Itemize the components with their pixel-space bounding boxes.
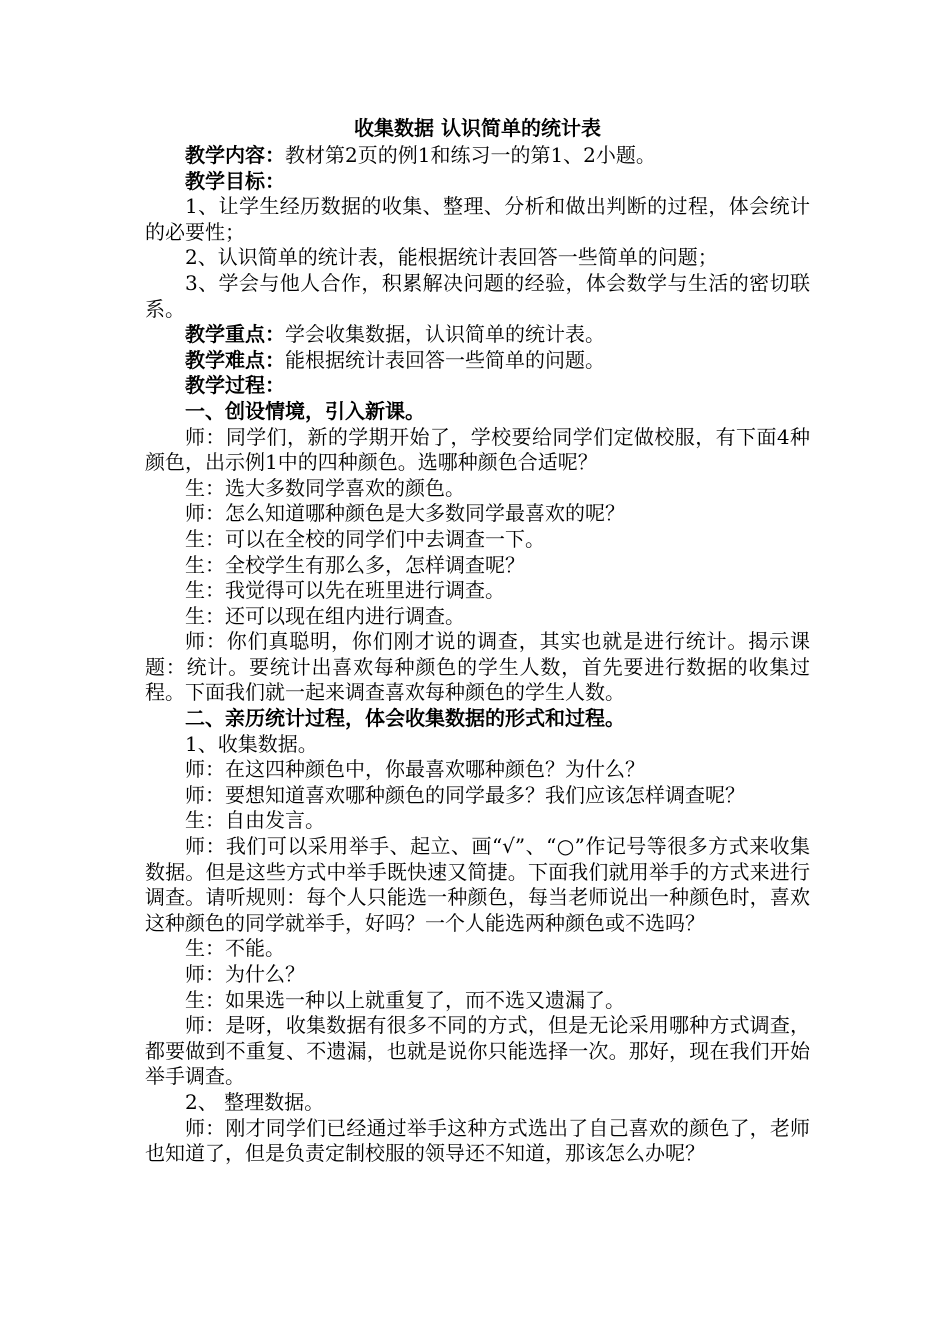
paragraph-text: 生：我觉得可以先在班里进行调查。 [185, 578, 505, 603]
paragraph [145, 757, 810, 783]
paragraph-label: 教学内容： [185, 143, 285, 167]
document-body [145, 114, 810, 1167]
paragraph-text: 生：可以在全校的同学们中去调查一下。 [185, 526, 545, 551]
paragraph [145, 604, 810, 630]
paragraph-text: 学会收集数据，认识简单的统计表。 [285, 322, 605, 347]
paragraph-text: 师：刚才同学们已经通过举手这种方式选出了自己喜欢的颜色了，老师也知道了，但是负责定制校服的领导还不知道，那该怎么办呢？ [145, 1115, 810, 1166]
paragraph-text: 生：选大多数同学喜欢的颜色。 [185, 475, 465, 500]
paragraph-text: 生：自由发言。 [185, 808, 325, 833]
paragraph-text: 师：你们真聪明，你们刚才说的调查，其实也就是进行统计。揭示课题：统计。要统计出喜欢每种颜色的学生人数，首先要进行数据的收集过程。下面我们就一起来调查喜欢每种颜色的学生人数。 [145, 629, 810, 705]
paragraph [145, 373, 810, 399]
paragraph [145, 962, 810, 988]
paragraph-text: 3、学会与他人合作，积累解决问题的经验，体会数学与生活的密切联系。 [145, 270, 810, 321]
paragraph [145, 501, 810, 527]
document-title: 收集数据 认识简单的统计表 [354, 116, 601, 140]
paragraph [145, 1013, 810, 1090]
paragraph [145, 271, 810, 322]
paragraph-text: 1、收集数据。 [185, 731, 318, 756]
paragraph-text: 能根据统计表回答一些简单的问题。 [285, 347, 605, 372]
paragraph [145, 706, 810, 732]
paragraph [145, 578, 810, 604]
paragraph [145, 169, 810, 195]
paragraph-label: 教学目标： [185, 168, 285, 193]
paragraph-text: 师：同学们，新的学期开始了，学校要给同学们定做校服，有下面4种颜色，出示例1中的四种颜色。选哪种颜色合适呢？ [145, 424, 810, 475]
paragraph-text: 生：还可以现在组内进行调查。 [185, 603, 465, 628]
paragraph-text: 师：是呀，收集数据有很多不同的方式，但是无论采用哪种方式调查，都要做到不重复、不遗漏，也就是说你只能选择一次。那好，现在我们开始举手调查。 [145, 1013, 810, 1089]
paragraph-label: 教学重点： [185, 322, 285, 347]
paragraph [145, 834, 810, 936]
paragraph [145, 988, 810, 1014]
paragraph [145, 194, 810, 245]
paragraph-label: 一、创设情境，引入新课。 [185, 398, 425, 423]
paragraph [145, 936, 810, 962]
paragraph-text: 师：要想知道喜欢哪种颜色的同学最多？我们应该怎样调查呢？ [185, 782, 745, 807]
paragraph-text: 生：全校学生有那么多，怎样调查呢？ [185, 552, 525, 577]
paragraph [145, 808, 810, 834]
paragraph [145, 348, 810, 374]
paragraph [145, 783, 810, 809]
paragraph-text: 师：怎么知道哪种颜色是大多数同学最喜欢的呢？ [185, 501, 625, 526]
paragraph [145, 322, 810, 348]
paragraph-text: 教材第2页的例1和练习一的第1、2小题。 [285, 143, 656, 167]
paragraph [145, 1090, 810, 1116]
paragraph [145, 527, 810, 553]
paragraph-text: 2、认识简单的统计表，能根据统计表回答一些简单的问题； [185, 245, 718, 270]
paragraph-text: 师：我们可以采用举手、起立、画“√”、“○”作记号等很多方式来收集数据。但是这些方式中举手既快速又简捷。下面我们就用举手的方式来进行调查。请听规则：每个人只能选一种颜色，每当老师说出一种颜色时，喜欢这种颜色的同学就举手，好吗？一个人能选两种颜色或不选吗？ [145, 834, 810, 935]
paragraph [145, 629, 810, 706]
paragraph-text: 生：不能。 [185, 936, 285, 961]
paragraph-label: 教学难点： [185, 347, 285, 372]
paragraph-label: 二、亲历统计过程，体会收集数据的形式和过程。 [185, 706, 625, 731]
paragraph [145, 553, 810, 579]
paragraph [145, 143, 810, 169]
paragraph [145, 245, 810, 271]
paragraph [145, 1116, 810, 1167]
paragraph-text: 师：在这四种颜色中，你最喜欢哪种颜色？为什么？ [185, 757, 645, 782]
paragraph [145, 425, 810, 476]
paragraph-text: 生：如果选一种以上就重复了，而不选又遗漏了。 [185, 987, 625, 1012]
paragraph-text: 师：为什么？ [185, 962, 305, 986]
paragraph-text: 1、让学生经历数据的收集、整理、分析和做出判断的过程，体会统计的必要性； [145, 194, 810, 244]
paragraph [145, 399, 810, 425]
paragraph [145, 476, 810, 502]
paragraph-label: 教学过程： [185, 373, 285, 398]
paragraph-text: 2、 整理数据。 [185, 1089, 325, 1114]
paragraph [145, 732, 810, 758]
